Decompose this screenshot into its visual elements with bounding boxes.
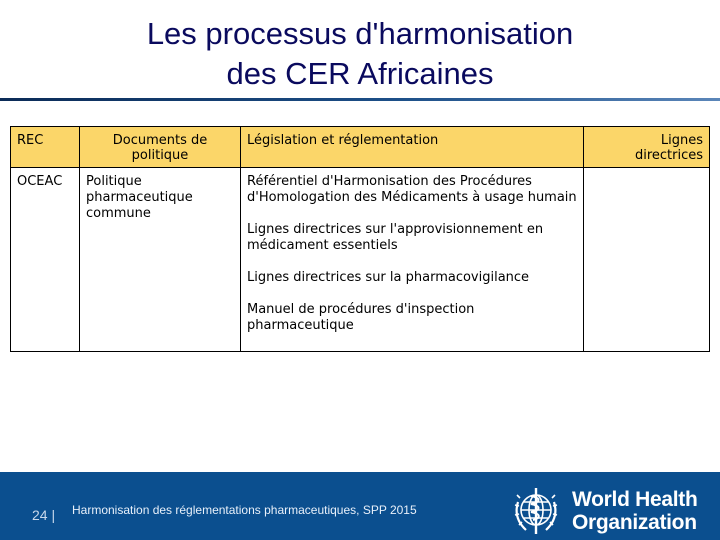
header-legislation: Législation et réglementation — [241, 127, 584, 168]
cell-legislation — [241, 168, 584, 352]
legislation-item: Manuel de procédures d'inspection pharmaceutique — [247, 302, 475, 333]
legislation-item: Lignes directrices sur l'approvisionnement en médicament essentiels — [247, 222, 544, 253]
page-number: 24 | — [32, 507, 56, 523]
legislation-item: Lignes directrices sur la pharmacovigilance — [247, 270, 530, 285]
header-lignes-directrices: Lignes directrices — [584, 127, 710, 168]
cell-documents: Politique pharmaceutique commune — [80, 168, 241, 352]
footer-band — [0, 472, 720, 540]
who-logo-wordmark — [572, 488, 698, 534]
legislation-item: Référentiel d'Harmonisation des Procédures d'Homologation des Médicaments à usage humain — [247, 174, 577, 205]
cell-lignes-directrices — [584, 168, 710, 352]
slide-title-line-1: Les processus d'harmonisation — [146, 16, 574, 51]
who-emblem-icon — [508, 482, 564, 538]
logo-line-1: World Health — [572, 488, 698, 511]
table-row — [11, 168, 710, 352]
footer-caption: Harmonisation des réglementations pharmaceutiques, SPP 2015 — [72, 503, 417, 517]
slide-title-line-2: des CER Africaines — [226, 56, 494, 91]
table-header-row — [11, 127, 710, 168]
logo-line-2: Organization — [572, 511, 697, 534]
header-rec: REC — [11, 127, 80, 168]
slide-title — [0, 14, 720, 94]
rec-harmonisation-table — [10, 126, 710, 352]
cell-rec: OCEAC — [11, 168, 80, 352]
title-divider — [0, 98, 720, 101]
header-documents-politique: Documents de politique — [80, 127, 241, 168]
